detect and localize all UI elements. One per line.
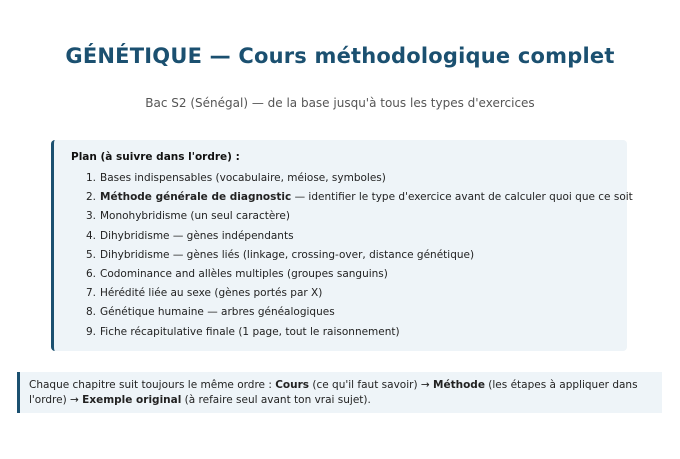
plan-item-text: Génétique humaine — arbres généalogiques [100,306,335,319]
plan-item-text: Dihybridisme — gènes indépendants [100,229,294,242]
page-title: GÉNÉTIQUE — Cours méthodologique complet [65,44,615,68]
note-bold-exemple: Exemple original [82,394,182,406]
plan-item-number: 4. [85,229,96,242]
plan-item [74,188,633,207]
plan-heading: Plan (à suivre dans l'ordre) : [71,151,240,163]
plan-item-text: Fiche récapitulative finale (1 page, tout le raisonnement) [100,325,400,338]
plan-item [74,246,633,265]
plan-item-text: — identifier le type d'exercice avant de calculer quoi que ce soit [291,191,633,204]
plan-item [74,207,633,226]
plan-item-number: 8. [85,306,96,319]
note-text: (ce qu'il faut savoir) → [309,379,434,391]
plan-item [74,265,633,284]
note-bold-cours: Cours [275,379,310,391]
plan-box [51,140,633,351]
plan-item-number: 3. [85,210,96,223]
plan-item [74,227,633,246]
plan-item-number: 7. [85,287,96,300]
note-text: (les étapes à appliquer dans l'ordre) → [29,379,638,406]
plan-item-text: Monohybridisme (un seul caractère) [100,210,290,223]
plan-item-number: 6. [85,267,96,280]
method-note [17,372,662,413]
plan-item [74,169,633,188]
plan-item-number: 9. [85,325,96,338]
note-bold-methode: Méthode [433,379,485,391]
note-text: (à refaire seul avant ton vrai sujet). [181,394,371,406]
plan-item-text: Codominance and allèles multiples (groupes sanguins) [100,267,388,280]
plan-item-text: Hérédité liée au sexe (gènes portés par X) [100,287,323,300]
plan-item [74,284,633,303]
page-subtitle: Bac S2 (Sénégal) — de la base jusqu'à tous les types d'exercices [145,96,535,110]
plan-item-number: 5. [85,248,96,261]
plan-item-number: 1. [85,172,96,184]
note-text: Chaque chapitre suit toujours le même ordre : [29,379,276,391]
plan-item-text: Bases indispensables (vocabulaire, méiose, symboles) [100,172,386,184]
plan-item-strong: Méthode générale de diagnostic [100,191,292,204]
plan-item-number: 2. [85,191,96,204]
plan-list [74,169,633,342]
plan-item [74,303,633,322]
plan-item [74,323,633,342]
plan-item-text: Dihybridisme — gènes liés (linkage, crossing-over, distance génétique) [100,248,475,261]
